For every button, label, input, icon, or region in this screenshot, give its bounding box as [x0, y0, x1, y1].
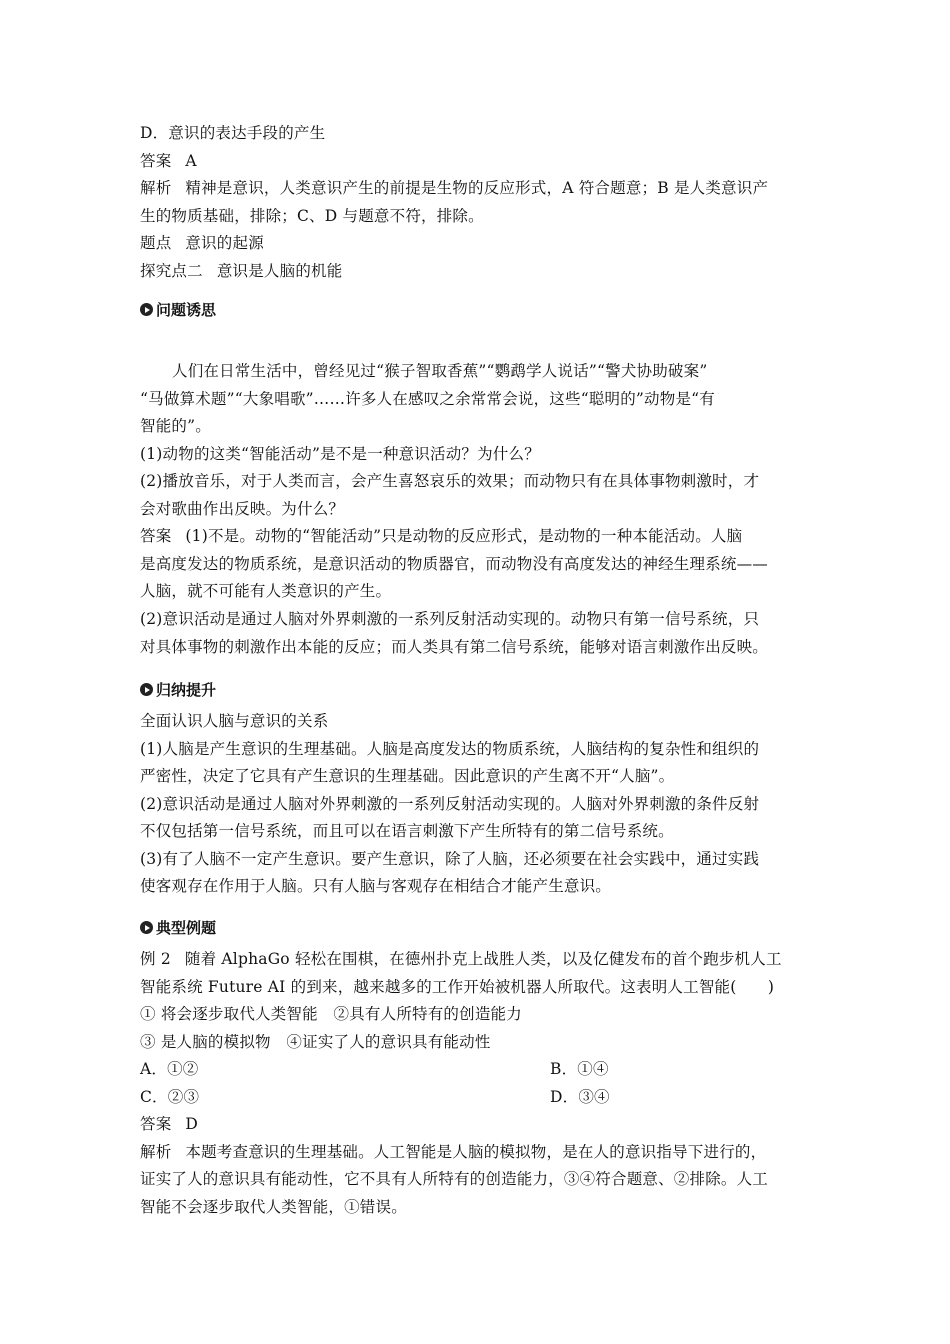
summary-1a: (1)人脑是产生意识的生理基础。人脑是高度发达的物质系统，人脑结构的复杂性和组织的 [140, 740, 760, 758]
example-heading [140, 918, 216, 938]
example-options-2: ③ 是人脑的模拟物 ④证实了人的意识具有能动性 [140, 1033, 491, 1051]
summary-title: 全面认识人脑与意识的关系 [140, 712, 329, 730]
example-label: 例 2 [140, 950, 171, 968]
choice-row-1 [140, 1059, 609, 1079]
summary-3a: (3)有了人脑不一定产生意识。要产生意识，除了人脑，还必须要在社会实践中，通过实践 [140, 850, 760, 868]
summary-heading [140, 680, 216, 700]
problem-answer-text-1a: (1)不是。动物的“智能活动”只是动物的反应形式，是动物的一种本能活动。人脑 [185, 527, 743, 545]
explore-line [140, 261, 342, 281]
example-options-1: ① 将会逐步取代人类智能 ②具有人所特有的创造能力 [140, 1005, 522, 1023]
answer-line [140, 151, 197, 171]
explore-label: 探究点二 [140, 262, 203, 280]
example-analysis-label: 解析 [140, 1143, 172, 1161]
question-1: (1)动物的这类“智能活动”是不是一种意识活动？为什么？ [140, 445, 540, 463]
example-answer-label: 答案 [140, 1115, 172, 1133]
problem-para-1: 人们在日常生活中，曾经见过“猴子智取香蕉”“鹦鹉学人说话”“警犬协助破案” [172, 362, 708, 380]
play-bullet-icon [140, 303, 153, 316]
problem-heading [140, 300, 216, 320]
topic-label: 题点 [140, 234, 172, 252]
topic-value: 意识的起源 [185, 234, 264, 252]
problem-answer-label: 答案 [140, 527, 172, 545]
play-bullet-icon [140, 921, 153, 934]
example-analysis-1 [140, 1142, 766, 1162]
answer-value: A [185, 152, 197, 170]
problem-answer-1c: 人脑，就不可能有人类意识的产生。 [140, 582, 392, 600]
analysis-line-2: 生的物质基础，排除；C、D 与题意不符，排除。 [140, 207, 484, 225]
analysis-label: 解析 [140, 179, 172, 197]
example-heading-text: 典型例题 [156, 919, 217, 937]
summary-2b: 不仅包括第一信号系统，而且可以在语言刺激下产生所特有的第二信号系统。 [140, 822, 674, 840]
question-2b: 会对歌曲作出反映。为什么？ [140, 500, 345, 518]
example-answer [140, 1114, 198, 1134]
example-question-text-1: 随着 AlphaGo 轻松在围棋，在德州扑克上战胜人类，以及亿健发布的首个跑步机人工 [184, 950, 782, 968]
topic-line [140, 233, 264, 253]
summary-2a: (2)意识活动是通过人脑对外界刺激的一系列反射活动实现的。人脑对外界刺激的条件反射 [140, 795, 760, 813]
explore-value: 意识是人脑的机能 [216, 262, 343, 280]
example-analysis-2: 证实了人的意识具有能动性，它不具有人所特有的创造能力，③④符合题意、②排除。人工 [140, 1170, 769, 1188]
example-answer-value: D [185, 1115, 199, 1133]
play-bullet-icon [140, 683, 153, 696]
option-d: D．意识的表达手段的产生 [140, 124, 326, 142]
problem-answer-1a [140, 526, 742, 546]
choice-a: A．①② [140, 1060, 199, 1078]
analysis-line-1 [140, 178, 768, 198]
problem-para-3: 智能的”。 [140, 417, 211, 435]
problem-answer-1b: 是高度发达的物质系统，是意识活动的物质器官，而动物没有高度发达的神经生理系统—— [140, 555, 769, 573]
choice-row-2 [140, 1087, 610, 1107]
problem-heading-text: 问题诱思 [156, 301, 217, 319]
choice-b: B．①④ [550, 1060, 609, 1078]
summary-3b: 使客观存在作用于人脑。只有人脑与客观存在相结合才能产生意识。 [140, 877, 612, 895]
summary-1b: 严密性，决定了它具有产生意识的生理基础。因此意识的产生离不开“人脑”。 [140, 767, 675, 785]
summary-heading-text: 归纳提升 [156, 681, 217, 699]
analysis-text-1: 精神是意识，人类意识产生的前提是生物的反应形式，A 符合题意；B 是人类意识产 [185, 179, 769, 197]
problem-answer-2a: (2)意识活动是通过人脑对外界刺激的一系列反射活动实现的。动物只有第一信号系统，只 [140, 610, 760, 628]
example-question-1 [140, 949, 782, 969]
example-question-2: 智能系统 Future AI 的到来，越来越多的工作开始被机器人所取代。这表明人工智能( ) [140, 978, 775, 996]
choice-c: C．②③ [140, 1088, 200, 1106]
problem-answer-2b: 对具体事物的刺激作出本能的反应；而人类具有第二信号系统，能够对语言刺激作出反映。 [140, 638, 769, 656]
choice-d: D．③④ [550, 1088, 610, 1106]
question-2a: (2)播放音乐，对于人类而言，会产生喜怒哀乐的效果；而动物只有在具体事物刺激时，才 [140, 472, 760, 490]
problem-para-2: “马做算术题”“大象唱歌”……许多人在感叹之余常常会说，这些“聪明的”动物是“有 [140, 390, 715, 408]
example-analysis-text-1: 本题考查意识的生理基础。人工智能是人脑的模拟物，是在人的意识指导下进行的， [185, 1143, 767, 1161]
example-analysis-3: 智能不会逐步取代人类智能，①错误。 [140, 1198, 407, 1216]
answer-label: 答案 [140, 152, 172, 170]
